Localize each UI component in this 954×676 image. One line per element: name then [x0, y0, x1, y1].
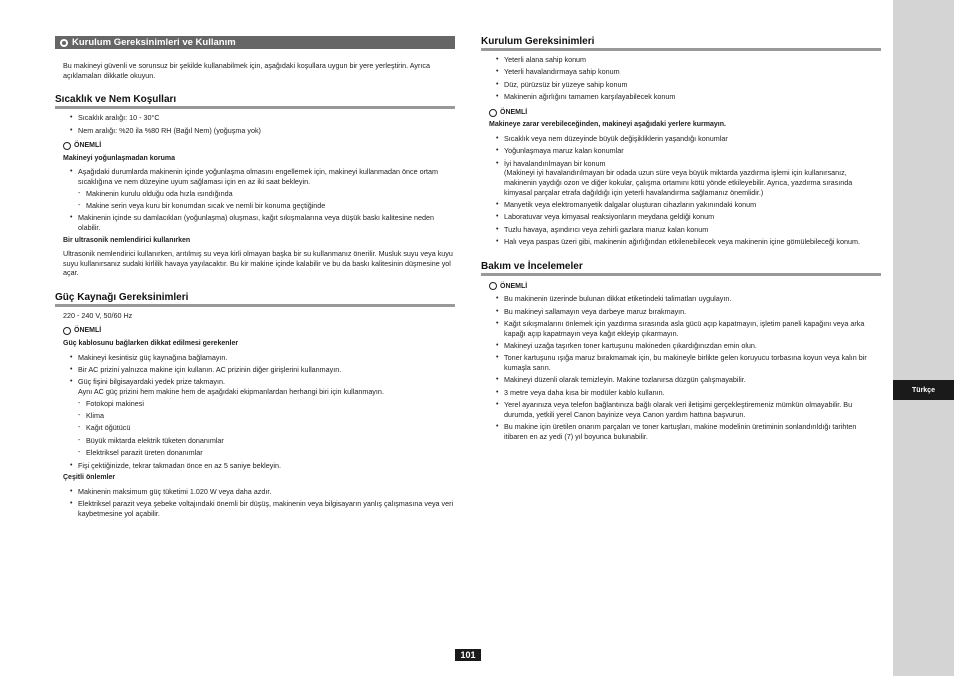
list-item: • Halı veya paspas üzeri gibi, makinenin ağırlığından etkilenebilecek veya makinenin içine gömülebileceği konum. [504, 237, 881, 247]
condensation-list [55, 167, 455, 232]
list-item: • Makinenin maksimum güç tüketimi 1.020 W veya daha azdır. [78, 487, 455, 497]
list-item: • Bu makinenin üzerinde bulunan dikkat etiketindeki talimatları uygulayın. [504, 294, 881, 304]
install-list [481, 55, 881, 102]
main-title: Kurulum Gereksinimleri ve Kullanım [72, 37, 236, 48]
measures-title: Çeşitli önlemler [63, 473, 116, 481]
important-icon [489, 109, 497, 117]
important-label: ÖNEMLİ [500, 108, 528, 116]
important-note [489, 108, 881, 118]
important-icon [63, 142, 71, 150]
list-item: • Tuzlu havaya, aşındırıcı veya zehirli gazlara maruz kalan konum [504, 225, 881, 235]
left-column [55, 36, 455, 521]
list-item: • Elektriksel parazit veya şebeke voltajındaki önemli bir düşüş, makinenin veya bilgisayarın yanlış çalışmasına veya veri kaybetmesine yol açabilir. [78, 499, 455, 518]
right-sidebar [893, 0, 954, 676]
measures-list [55, 487, 455, 519]
list-item: • Bu makine için üretilen onarım parçaları ve toner kartuşları, makine modelinin üretiminin sonlandırıldığı tarihten itibaren en az yedi (7) yıl boyunca bulunabilir. [504, 422, 881, 441]
avoid-list [481, 134, 881, 247]
maint-heading: Bakım ve İncelemeler [481, 261, 881, 276]
intro-text: Bu makineyi güvenli ve sorunsuz bir şekilde kullanabilmek için, aşağıdaki koşullara uygun bir yere yerleştirin. Ayrıca açıklamaları dikkatle okuyun. [63, 61, 431, 80]
ultrasonic-text: Ultrasonik nemlendirici kullanırken, arıtılmış su veya kirli olmayan başka bir su kullanmanız önerilir. Musluk suyu veya kuyu suyu kullanırsanız sudaki kirlilik havaya yayılacaktır. Bu kir makine içinde kalabilir ve bu da baskı kalitesinin düşmesine yol açar. [63, 249, 453, 278]
list-item: • Laboratuvar veya kimyasal reaksiyonların meydana geldiği konum [504, 212, 881, 222]
sub-item: - Makine serin veya kuru bir konumdan sıcak ve nemli bir konuma geçtiğinde [86, 201, 455, 211]
important-note [489, 282, 881, 292]
list-item: • Fişi çektiğinizde, tekrar takmadan önce en az 5 saniye bekleyin. [78, 461, 455, 471]
ultrasonic-title: Bir ultrasonik nemlendirici kullanırken [63, 236, 191, 244]
important-note [63, 326, 455, 336]
list-item-text: Aynı AC güç prizini hem makine hem de aşağıdaki ekipmanlardan herhangi biri için kullanmayın. [78, 387, 384, 397]
important-title: Güç kablosunu bağlarken dikkat edilmesi gerekenler [63, 340, 239, 348]
list-item [504, 159, 881, 197]
list-item: • Nem aralığı: %20 ila %80 RH (Bağıl Nem) (yoğuşma yok) [78, 126, 455, 136]
important-label: ÖNEMLİ [74, 142, 102, 150]
list-item [78, 167, 455, 210]
list-item: • Manyetik veya elektromanyetik dalgalar oluşturan cihazların yakınındaki konum [504, 200, 881, 210]
sub-item: - Fotokopi makinesi [86, 399, 455, 409]
important-title: Makineye zarar verebileceğinden, makineyi aşağıdaki yerlere kurmayın. [489, 121, 726, 129]
sub-item: - Makinenin kurulu olduğu oda hızla ısındığında [86, 189, 455, 199]
list-item: • Sıcaklık veya nem düzeyinde büyük değişikliklerin yaşandığı konumlar [504, 134, 881, 144]
list-item: • Kağıt sıkışmalarını önlemek için yazdırma sırasında asla gücü açıp kapatmayın, işletim paneli kapağını veya arka kapağı açıp kapatmayın veya kağıt ekleyip çıkarmayın. [504, 319, 881, 338]
sub-item: - Büyük miktarda elektrik tüketen donanımlar [86, 436, 455, 446]
important-label: ÖNEMLİ [74, 327, 102, 335]
list-item: • Makineyi kesintisiz güç kaynağına bağlamayın. [78, 353, 455, 363]
page-number: 101 [455, 649, 481, 661]
list-item: • Makinenin ağırlığını tamamen karşılayabilecek konum [504, 92, 881, 102]
section-bullet-icon [60, 39, 68, 47]
list-item: • Makineyi düzenli olarak temizleyin. Makine tozlanırsa düzgün çalışmayabilir. [504, 375, 881, 385]
list-item: • Yerel ayarınıza veya telefon bağlantınıza bağlı olarak veri iletişimi gerçekleştiremeniz mümkün olmayabilir. Bu durumda, yetkili yerel Canon bayinize veya Canon yardım hattına başvurun. [504, 400, 881, 419]
important-icon [489, 282, 497, 290]
sub-list [78, 189, 455, 211]
power-spec: 220 - 240 V, 50/60 Hz [63, 310, 133, 320]
list-item-text: • Güç fişini bilgisayardaki yedek prize takmayın. [78, 377, 226, 387]
list-item: • Yeterli havalandırmaya sahip konum [504, 67, 881, 77]
important-icon [63, 327, 71, 335]
temp-list [55, 113, 455, 135]
main-title-bar [55, 36, 455, 49]
sub-item: - Kağıt öğütücü [86, 423, 455, 433]
list-item-text: Aşağıdaki durumlarda makinenin içinde yoğunlaşma olmasını engellemek için, makineyi kullanmadan önce ortam sıcaklığına ve nem düzeyine uyum sağlaması için en az iki saat bekleyin. [78, 167, 438, 186]
list-item: • Yeterli alana sahip konum [504, 55, 881, 65]
right-column [481, 36, 881, 444]
list-item-text: • İyi havalandırılmayan bir konum [504, 158, 606, 168]
list-item-text: (Makineyi iyi havalandırılmayan bir odada uzun süre veya büyük miktarda yazdırma işlemi için kullanırsanız, makinenin yaydığı ozon ve diğer kokular, çalışma ortamını kötü yönde etkileyebilir. Ayrıca, yazdırma sırasında kimyasal parçalar etrafa dağıldığı için yeterli havalandırma sağlamanız önemlidir.) [504, 168, 853, 197]
list-item: • Makineyi uzağa taşırken toner kartuşunu makineden çıkardığınızdan emin olun. [504, 341, 881, 351]
power-list [55, 353, 455, 471]
sub-item: - Elektriksel parazit üreten donanımlar [86, 448, 455, 458]
temp-heading: Sıcaklık ve Nem Koşulları [55, 94, 455, 109]
important-title: Makineyi yoğunlaşmadan koruma [63, 154, 176, 162]
language-tab[interactable]: Türkçe [893, 380, 954, 400]
list-item: • Sıcaklık aralığı: 10 - 30°C [78, 113, 455, 123]
list-item: • Bir AC prizini yalnızca makine için kullanın. AC prizinin diğer girişlerini kullanmayın. [78, 365, 455, 375]
install-heading: Kurulum Gereksinimleri [481, 36, 881, 51]
important-label: ÖNEMLİ [500, 282, 528, 290]
list-item: • Yoğunlaşmaya maruz kalan konumlar [504, 146, 881, 156]
list-item: • 3 metre veya daha kısa bir modüler kablo kullanın. [504, 388, 881, 398]
list-item: • Bu makineyi sallamayın veya darbeye maruz bırakmayın. [504, 307, 881, 317]
sub-item: - Klima [86, 411, 455, 421]
maint-list [481, 294, 881, 441]
list-item: • Makinenin içinde su damlacıkları (yoğunlaşma) oluşması, kağıt sıkışmalarına veya düşük baskı kalitesine neden olabilir. [78, 213, 455, 232]
list-item [78, 377, 455, 457]
sub-list [78, 399, 455, 458]
power-heading: Güç Kaynağı Gereksinimleri [55, 292, 455, 307]
list-item: • Toner kartuşunu ışığa maruz bırakmamak için, bu makineyle birlikte gelen koruyucu torbasına koyun veya kalın bir kumaşla sarın. [504, 353, 881, 372]
important-note [63, 141, 455, 151]
list-item: • Düz, pürüzsüz bir yüzeye sahip konum [504, 80, 881, 90]
